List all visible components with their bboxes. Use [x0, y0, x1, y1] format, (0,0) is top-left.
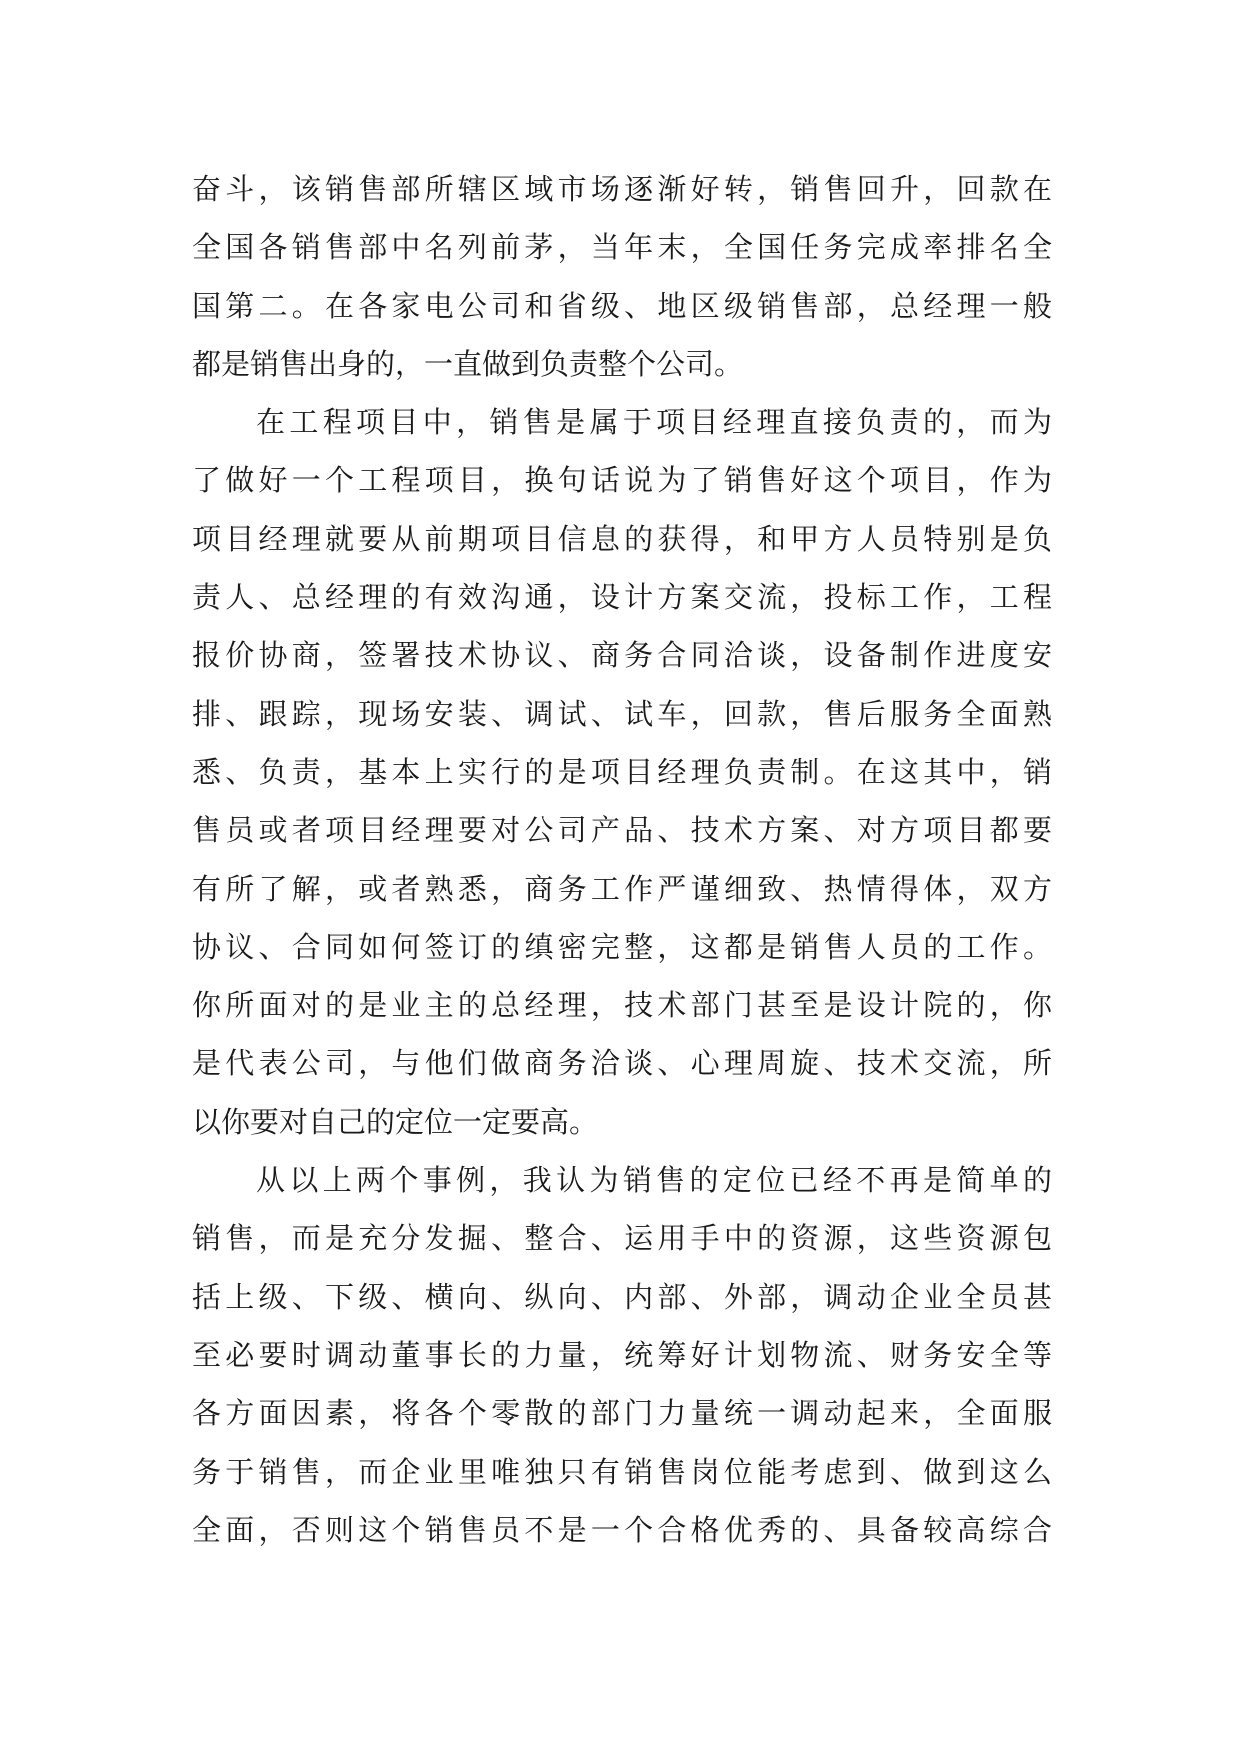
- text-line: 都是销售出身的，一直做到负责整个公司。: [192, 346, 744, 381]
- paragraph-2: [192, 393, 1052, 1151]
- text-line: 括上级、下级、横向、纵向、内部、外部，调动企业全员甚: [192, 1279, 1052, 1314]
- text-line: 排、跟踪，现场安装、调试、试车，回款，售后服务全面熟: [192, 696, 1052, 731]
- text-line: 项目经理就要从前期项目信息的获得，和甲方人员特别是负: [192, 521, 1052, 556]
- text-line: 了做好一个工程项目，换句话说为了销售好这个项目，作为: [192, 463, 1052, 498]
- text-line: 国第二。在各家电公司和省级、地区级销售部，总经理一般: [192, 288, 1052, 323]
- text-line: 以你要对自己的定位一定要高。: [192, 1104, 599, 1139]
- text-line: 有所了解，或者熟悉，商务工作严谨细致、热情得体，双方: [192, 871, 1052, 906]
- text-line: 报价协商，签署技术协议、商务合同洽谈，设备制作进度安: [192, 638, 1052, 673]
- text-line: 全国各销售部中名列前茅，当年末，全国任务完成率排名全: [192, 230, 1052, 265]
- text-line: 奋斗，该销售部所辖区域市场逐渐好转，销售回升，回款在: [192, 172, 1052, 206]
- text-line: 各方面因素，将各个零散的部门力量统一调动起来，全面服: [192, 1396, 1052, 1431]
- document-body: [192, 160, 1052, 1559]
- text-line: 至必要时调动董事长的力量，统筹好计划物流、财务安全等: [192, 1337, 1052, 1372]
- paragraph-3: [192, 1151, 1052, 1559]
- text-line: 务于销售，而企业里唯独只有销售岗位能考虑到、做到这么: [192, 1454, 1052, 1489]
- text-line: 全面，否则这个销售员不是一个合格优秀的、具备较高综合: [192, 1512, 1052, 1547]
- text-line: 悉、负责，基本上实行的是项目经理负责制。在这其中，销: [192, 754, 1052, 789]
- paragraph-1: [192, 160, 1052, 393]
- text-line: 从以上两个事例，我认为销售的定位已经不再是简单的: [256, 1163, 1052, 1198]
- text-line: 是代表公司，与他们做商务洽谈、心理周旋、技术交流，所: [192, 1046, 1052, 1081]
- text-line: 协议、合同如何签订的缜密完整，这都是销售人员的工作。: [192, 929, 1052, 964]
- text-line: 销售，而是充分发掘、整合、运用手中的资源，这些资源包: [192, 1221, 1052, 1256]
- text-line: 在工程项目中，销售是属于项目经理直接负责的，而为: [256, 405, 1052, 440]
- text-line: 责人、总经理的有效沟通，设计方案交流，投标工作，工程: [192, 580, 1052, 615]
- text-line: 你所面对的是业主的总经理，技术部门甚至是设计院的，你: [192, 988, 1052, 1023]
- text-line: 售员或者项目经理要对公司产品、技术方案、对方项目都要: [192, 813, 1052, 848]
